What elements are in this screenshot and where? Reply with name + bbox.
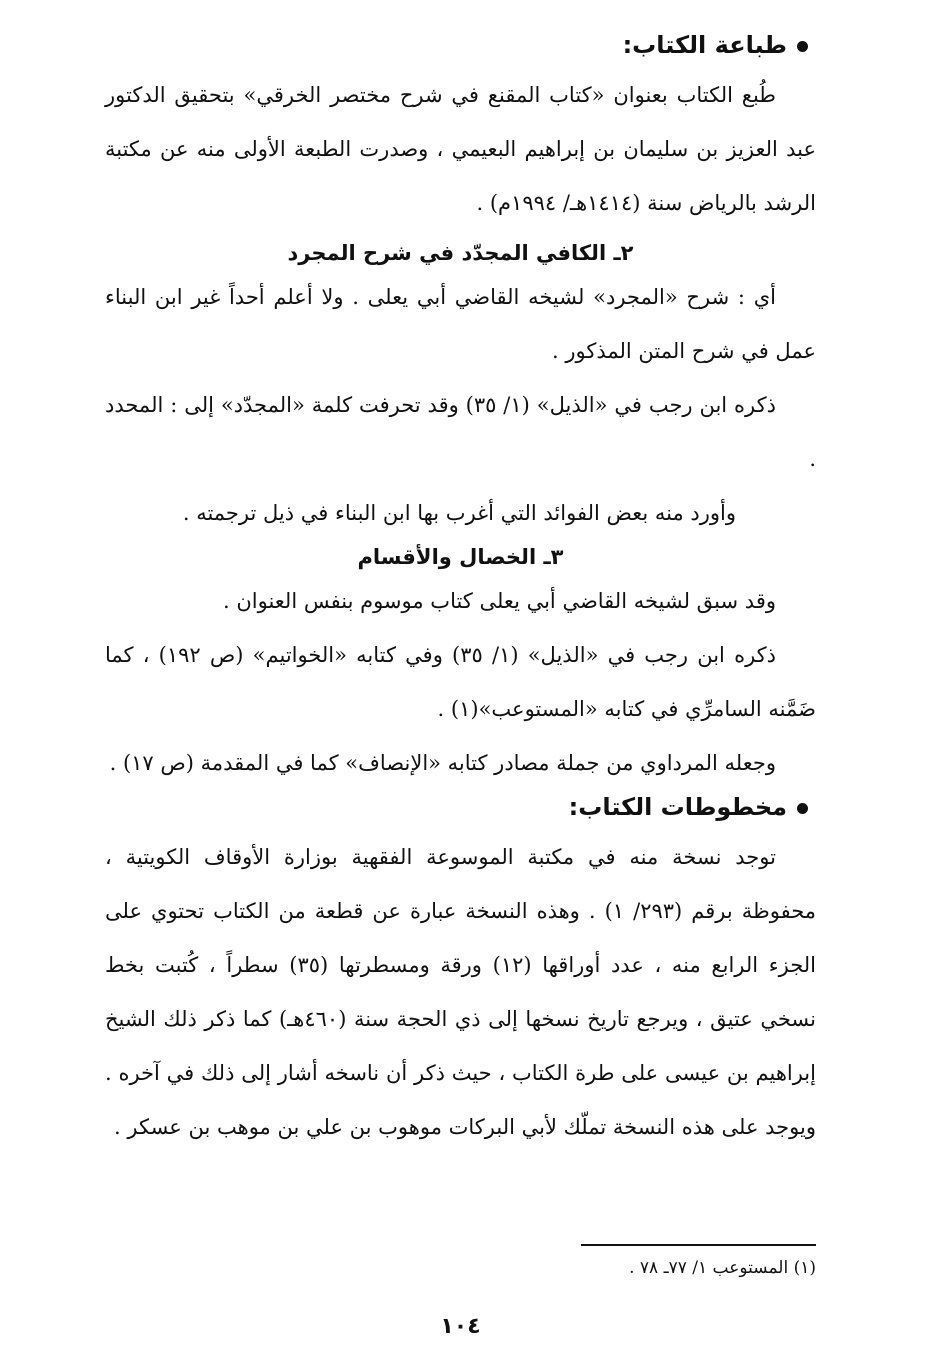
- footnote: (١) المستوعب ١/ ٧٧ـ ٧٨ .: [629, 1258, 816, 1278]
- bullet-icon: [797, 803, 808, 814]
- kafi-heading: ٢ـ الكافي المجدّد في شرح المجرد: [287, 241, 634, 265]
- printing-heading: [105, 28, 816, 62]
- kafi-paragraph-1: أي : شرح «المجرد» لشيخه القاضي أبي يعلى . ولا أعلم أحداً غير ابن البناء عمل في شرح المتن المذكور .: [105, 285, 816, 363]
- page-number: ١٠٤: [440, 1314, 481, 1339]
- manuscripts-heading: [105, 790, 816, 824]
- khisal-paragraph-3: وجعله المرداوي من جملة مصادر كتابه «الإنصاف» كما في المقدمة (ص ١٧) .: [109, 751, 776, 775]
- book-page: [105, 28, 816, 1348]
- khisal-paragraph-2: ذكره ابن رجب في «الذيل» (١/ ٣٥) وفي كتابه «الخواتيم» (ص ١٩٢) ، كما ضَمَّنه السامرِّي في كتابه «المستوعب»(١) .: [105, 643, 816, 721]
- kafi-paragraph-2: ذكره ابن رجب في «الذيل» (١/ ٣٥) وقد تحرفت كلمة «المجدّد» إلى : المحدد .: [105, 393, 816, 471]
- manuscripts-paragraph: توجد نسخة منه في مكتبة الموسوعة الفقهية بوزارة الأوقاف الكويتية ، محفوظة برقم (٢٩٣/ ١) . وهذه النسخة عبارة عن قطعة من الكتاب تحتوي على الجزء الرابع منه ، عدد أوراقها (١٢) ورقة ومسطرتها (٣٥) سطراً ، كُتبت بخط نسخي عتيق ، ويرجع تاريخ نسخها إلى ذي الحجة سنة (٤٦٠هـ) كما ذكر ذلك الشيخ إبراهيم بن عيسى على طرة الكتاب ، حيث ذكر أن ناسخه أشار إلى ذلك في آخره . ويوجد على هذه النسخة تملّك لأبي البركات موهوب بن علي بن موهب بن عسكر .: [105, 845, 817, 1139]
- bullet-icon: [797, 41, 808, 52]
- kafi-paragraph-3: وأورد منه بعض الفوائد التي أغرب بها ابن البناء في ذيل ترجمته .: [182, 501, 736, 525]
- printing-heading-text: طباعة الكتاب:: [622, 31, 787, 59]
- footnote-divider: [581, 1244, 816, 1246]
- printing-paragraph: طُبع الكتاب بعنوان «كتاب المقنع في شرح مختصر الخرقي» بتحقيق الدكتور عبد العزيز بن سليمان بن إبراهيم البعيمي ، وصدرت الطبعة الأولى منه عن مكتبة الرشد بالرياض سنة (١٤١٤هـ/ ١٩٩٤م) .: [105, 83, 816, 215]
- khisal-heading: ٣ـ الخصال والأقسام: [357, 545, 564, 569]
- khisal-paragraph-1: وقد سبق لشيخه القاضي أبي يعلى كتاب موسوم بنفس العنوان .: [223, 589, 776, 613]
- manuscripts-heading-text: مخطوطات الكتاب:: [568, 793, 787, 821]
